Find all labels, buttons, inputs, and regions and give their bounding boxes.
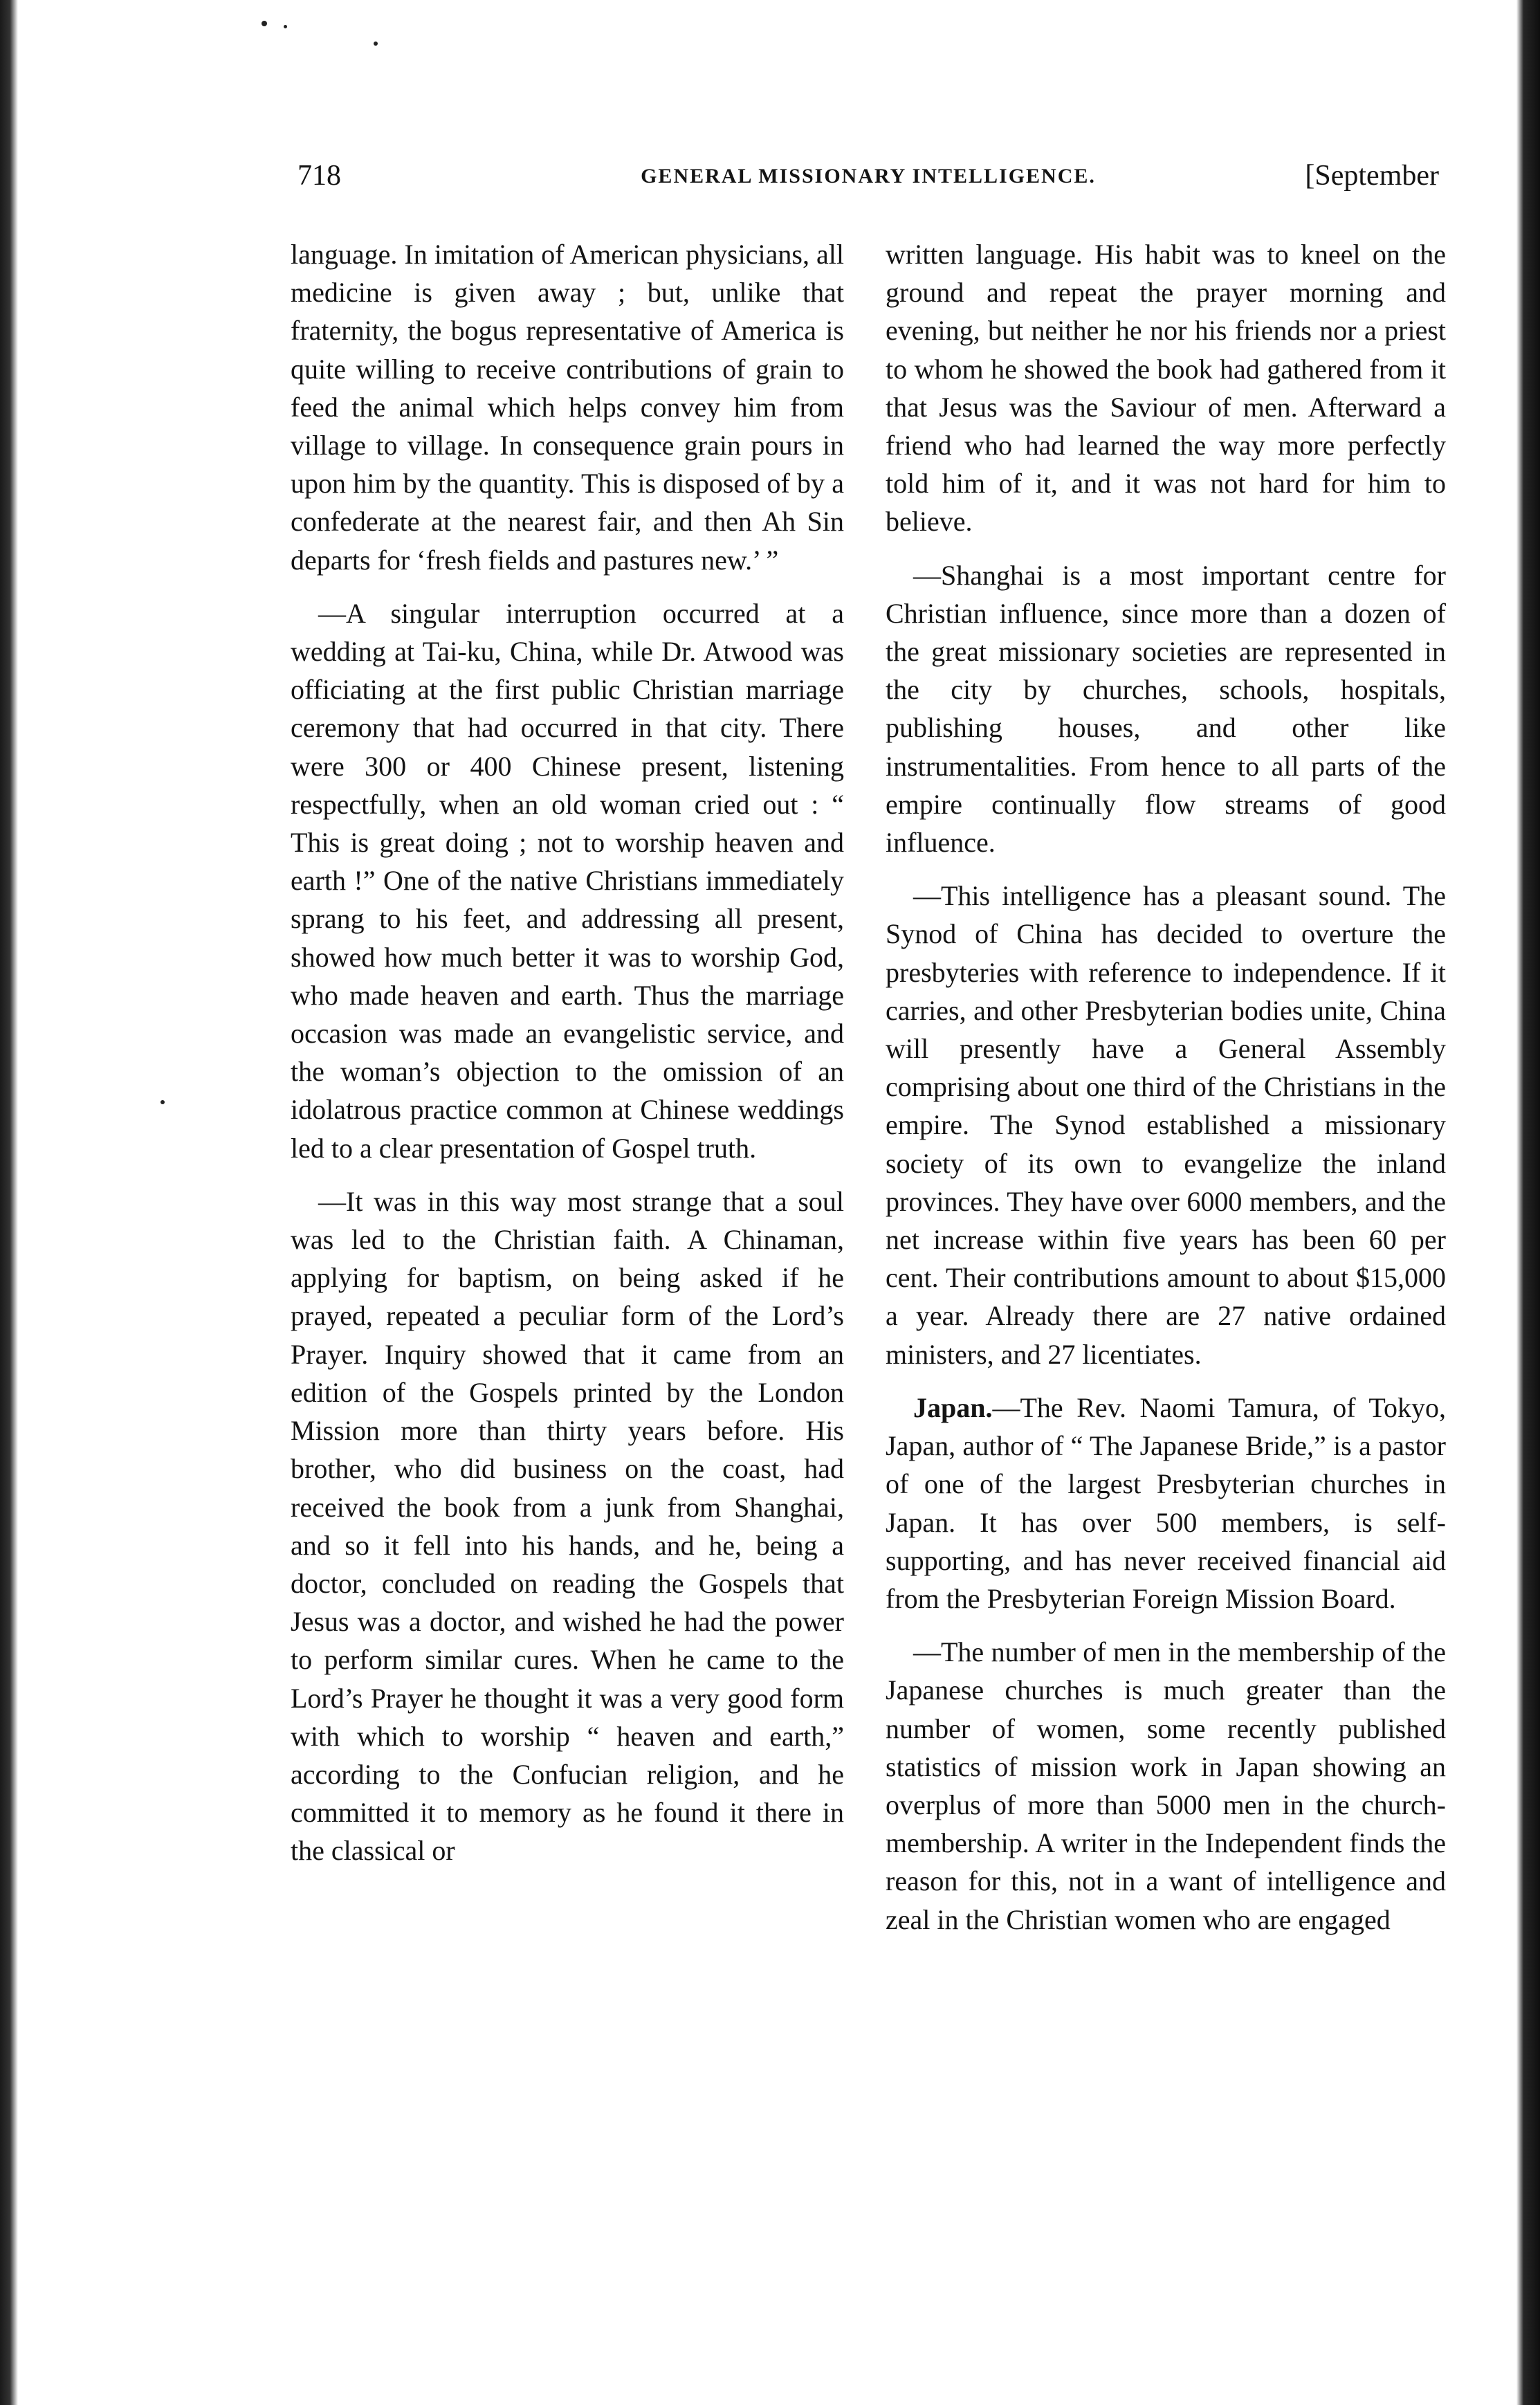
page-binding-shadow-left: [0, 0, 18, 2405]
paragraph: written language. His habit was to kneel on the ground and repeat the prayer morning and evening, but neither he nor his friends nor a priest to whom he showed the book had gathered from it that Jesus was the Saviour of men. Afterward a friend who had learned the way more perfectly told him of it, and it was not hard for him to believe.: [886, 239, 1446, 538]
paragraph: [886, 1389, 1446, 1618]
ink-speck: [374, 42, 378, 46]
paragraph-text: —The Rev. Naomi Tamura, of Tokyo, Japan, author of “ The Japanese Bride,” is a pastor of one of the largest Presbyterian churches in Japan. It has over 500 members, is self-supporting, and has never received financial aid from the Presbyterian Foreign Mission Board.: [886, 1391, 1446, 1614]
left-column: [291, 235, 844, 2276]
running-head: GENERAL MISSIONARY INTELLIGENCE.: [641, 165, 1096, 188]
page-number: 718: [297, 160, 341, 192]
right-column: [886, 235, 1446, 2276]
page-header: [297, 159, 1439, 201]
page-binding-shadow-right: [1516, 0, 1540, 2405]
paragraph: language. In imitation of American physicians, all medicine is given away ; but, unlike that fraternity, the bogus representative of America is quite willing to receive contributions of grain to feed the animal which helps convey him from village to village. In consequence grain pours in upon him by the quantity. This is disposed of by a confederate at the nearest fair, and then Ah Sin departs for ‘fresh fields and pastures new.’ ”: [291, 239, 844, 576]
paragraph: —It was in this way most strange that a soul was led to the Christian faith. A Chinaman, applying for baptism, on being asked if he prayed, repeated a peculiar form of the Lord’s Prayer. Inquiry showed that it came from an edition of the Gospels printed by the London Mission more than thirty years before. His brother, who did business on the coast, had received the book from a junk from Shanghai, and so it fell into his hands, and he, being a doctor, concluded on reading the Gospels that Jesus was a doctor, and wished he had the power to perform similar cures. When he came to the Lord’s Prayer he thought it was a very good form with which to worship “ heaven and earth,” according to the Confucian religion, and he committed it to memory as he found it there in the classical or: [291, 1185, 844, 1867]
paragraph: —A singular interruption occurred at a wedding at Tai-ku, China, while Dr. Atwood was officiating at the first public Christian marriage ceremony that had occurred in that city. There were 300 or 400 Chinese present, listening respectfully, when an old woman cried out : “ This is great doing ; not to worship heaven and earth !” One of the native Christians immediately sprang to his feet, and addressing all present, showed how much better it was to worship God, who made heaven and earth. Thus the marriage occasion was made an evangelistic service, and the woman’s objection to the omission of an idolatrous practice common at Chinese weddings led to a clear presentation of Gospel truth.: [291, 597, 844, 1164]
running-head-month: [September: [1305, 160, 1439, 192]
ink-speck: [284, 25, 287, 28]
paragraph: —Shanghai is a most important centre for Christian influence, since more than a dozen of the great missionary societies are represented in the city by churches, schools, hospitals, publishing houses, and other like instrumentalities. From hence to all parts of the empire continually flow streams of good influence.: [886, 559, 1446, 859]
ink-speck: [161, 1100, 165, 1104]
paragraph: —The number of men in the membership of the Japanese churches is much greater than the number of women, some recently published statistics of mission work in Japan showing an overplus of more than 5000 men in the church-membership. A writer in the Independent finds the reason for this, not in a want of intelligence and zeal in the Christian women who are engaged: [886, 1636, 1446, 1935]
section-heading-japan: Japan.: [913, 1391, 993, 1423]
paragraph: —This intelligence has a pleasant sound. The Synod of China has decided to overture the presbyteries with reference to independence. If it carries, and other Presbyterian bodies unite, China will presently have a General Assembly comprising about one third of the Christians in the empire. The Synod established a missionary society of its own to evangelize the inland provinces. They have over 6000 members, and the net increase within five years has been 60 per cent. Their contributions amount to about $15,000 a year. Already there are 27 native ordained ministers, and 27 licentiates.: [886, 880, 1446, 1370]
ink-speck: [262, 21, 267, 26]
